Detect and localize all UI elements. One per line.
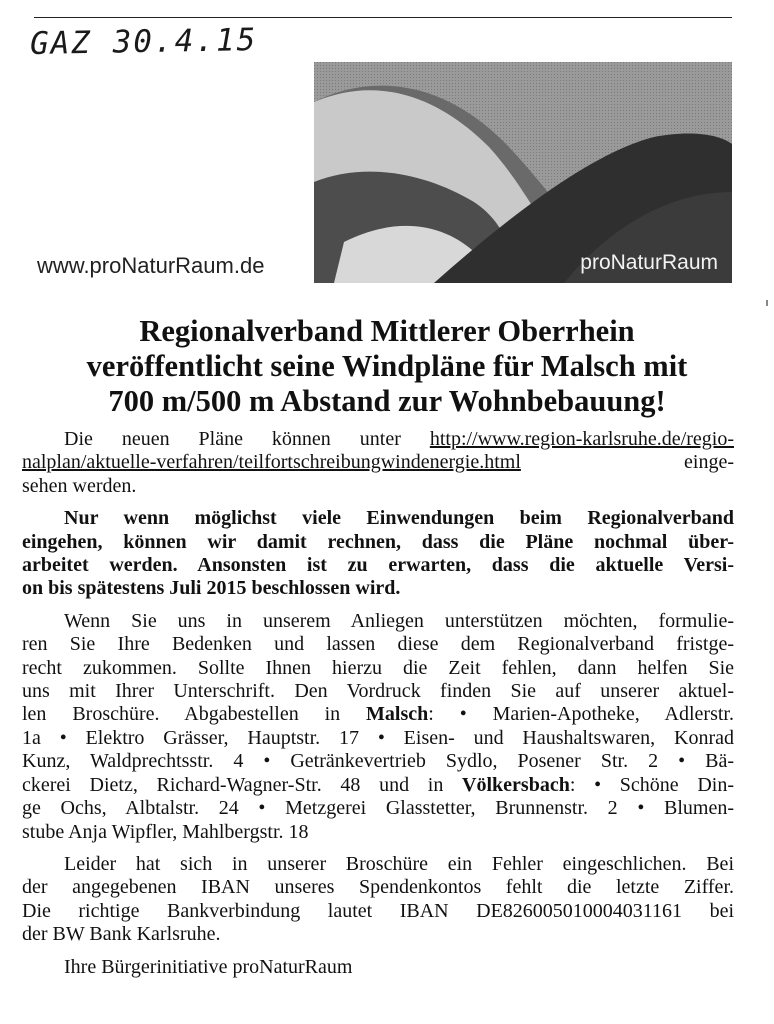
plans-url-link-cont[interactable]: nalplan/aktuelle-verfahren/teilfortschreibungwindenergie.html xyxy=(22,451,521,474)
text-fragment: ckerei Dietz, Richard-Wagner-Str. 48 und in xyxy=(22,773,463,796)
text-line xyxy=(22,774,734,797)
text-line: Ihre Bürgerinitiative proNaturRaum xyxy=(64,955,353,978)
article-body xyxy=(22,428,734,988)
text-fragment: : • Marien-Apotheke, Adlerstr. xyxy=(428,703,734,726)
text-line xyxy=(64,428,734,451)
headline-line: veröffentlicht seine Windpläne für Malsch mit xyxy=(86,349,688,383)
text-line: der angegebenen IBAN unseres Spendenkontos fehlt die letzte Ziffer. xyxy=(22,876,734,899)
text-line: eingehen, können wir damit rechnen, dass die Pläne nochmal über- xyxy=(22,530,734,553)
text-line: sehen werden. xyxy=(22,474,137,497)
paragraph-call-to-action xyxy=(22,507,734,601)
text-line: uns mit Ihrer Unterschrift. Den Vordruck finden Sie auf unserer aktuel- xyxy=(22,680,734,703)
place-malsch: Malsch xyxy=(366,703,429,726)
text-fragment: len Broschüre. Abgabestellen in xyxy=(22,703,367,726)
plans-url-link[interactable]: http://www.region-karlsruhe.de/regio- xyxy=(429,428,734,450)
text-line: recht zukommen. Sollte Ihnen hierzu die Zeit fehlen, dann helfen Sie xyxy=(22,656,734,679)
text-line: Kunz, Waldprechtsstr. 4 • Getränkevertrieb Sydlo, Posener Str. 2 • Bä- xyxy=(22,750,734,773)
text-line: ren Sie Ihre Bedenken und lassen diese dem Regionalverband fristge- xyxy=(22,633,734,656)
text-line: Die richtige Bankverbindung lautet IBAN DE82600501000403116​1 bei xyxy=(22,899,734,922)
text-line: Wenn Sie uns in unserem Anliegen unterstützen möchten, formulie- xyxy=(64,609,734,632)
place-voelkersbach: Völkersbach xyxy=(462,773,570,796)
paragraph-plans-link xyxy=(22,428,734,498)
text-line: ge Ochs, Albtalstr. 24 • Metzgerei Glasstetter, Brunnenstr. 2 • Blumen- xyxy=(22,797,734,820)
text-line: Nur wenn möglichst viele Einwendungen beim Regionalverband xyxy=(64,507,734,530)
text-fragment: Die neuen Pläne können unter xyxy=(64,428,430,450)
text-line: on bis spätestens Juli 2015 beschlossen wird. xyxy=(22,577,401,600)
text-fragment: : • Schöne Din- xyxy=(569,773,734,796)
website-url: www.proNaturRaum.de xyxy=(37,253,265,278)
banner-landscape-image xyxy=(314,62,732,283)
top-rule xyxy=(34,17,732,18)
brand-logo-text: proNaturRaum xyxy=(580,251,718,274)
text-line: 1a • Elektro Grässer, Hauptstr. 17 • Eisen- und Haushaltswaren, Konrad xyxy=(22,726,734,749)
text-line xyxy=(22,703,734,726)
paragraph-drop-off-points xyxy=(22,610,734,844)
headline-line: Regionalverband Mittlerer Oberrhein xyxy=(139,314,635,348)
paragraph-iban-correction xyxy=(22,853,734,947)
text-line: der BW Bank Karlsruhe. xyxy=(22,923,221,946)
headline-line: 700 m/500 m Abstand zur Wohnbebauung! xyxy=(108,384,666,418)
landscape-illustration xyxy=(314,62,732,283)
handwritten-date-note: GAZ 30.4.15 xyxy=(29,22,258,62)
text-line: stube Anja Wipfler, Mahlbergstr. 18 xyxy=(22,820,309,843)
text-line xyxy=(22,451,734,474)
text-line: arbeitet werden. Ansonsten ist zu erwarten, dass die aktuelle Versi- xyxy=(22,554,734,577)
scan-mark xyxy=(766,300,768,306)
text-line: Leider hat sich in unserer Broschüre ein Fehler eingeschlichen. Bei xyxy=(64,852,734,875)
text-fragment: einge- xyxy=(520,451,734,474)
signoff xyxy=(64,956,734,979)
article-headline xyxy=(30,314,744,419)
